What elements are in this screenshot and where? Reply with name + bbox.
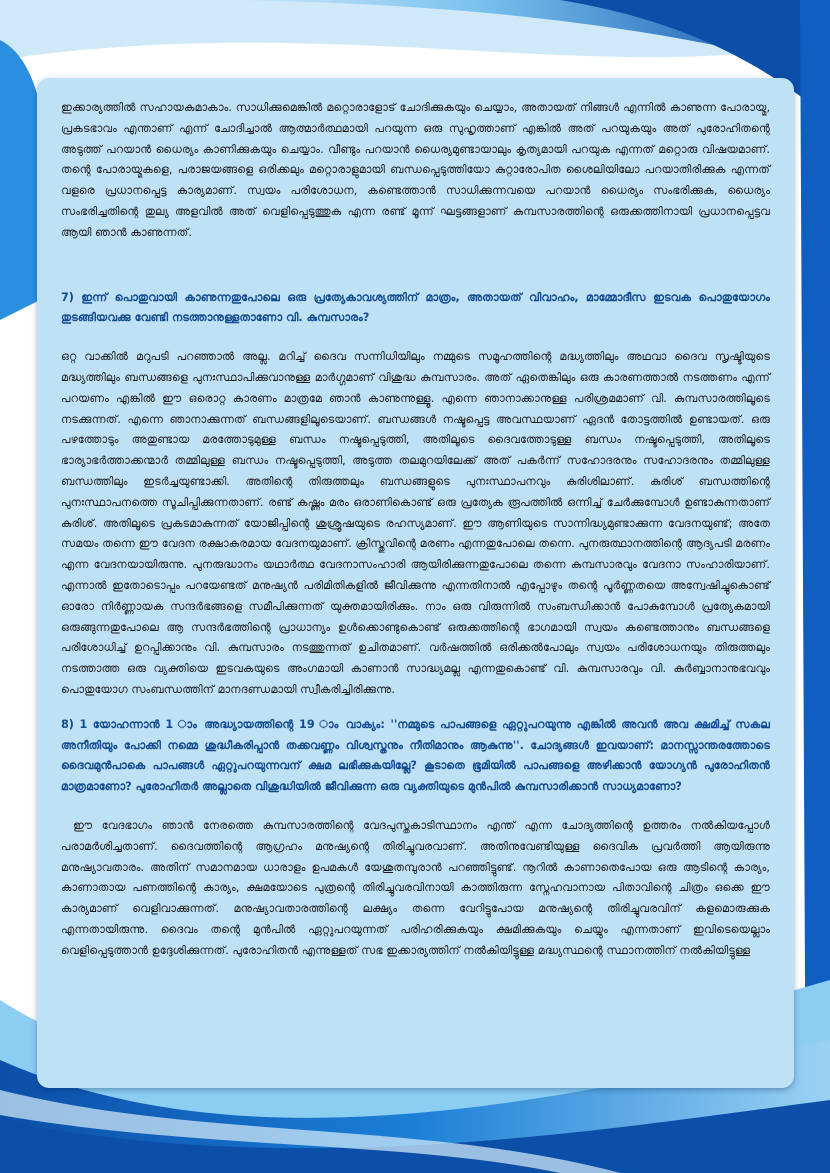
intro-paragraph: ഇക്കാര്യത്തിൽ സഹായകമാകാം. സാധിക്കുമെങ്കിൽ മറ്റൊരാളോട് ചോദിക്കുകയും ചെയ്യാം, അതായത് നിങ്ങൾ എന്നിൽ കാണുന്ന പോരായ്മ, പ്രകടഭാവം എന്താണ് എന്ന് ചോദിച്ചാൽ ആത്മാർത്ഥമായി പറയുന്ന ഒരു സുഹൃത്താണ് എങ്കിൽ അത് പറയുകയും അത് പുരോഹിതന്റെ അടുത്ത് പറയാൻ ധൈര്യം കാണിക്കുകയും ചെയ്യാം. വീണ്ടും പറയാൻ ധൈര്യമുണ്ടായാലും കൃത്യമായി പറയുക എന്നത് മറ്റൊരു വിഷയമാണ്. തന്റെ പോരായ്മകളെ, പരാജയങ്ങളെ ഒരിക്കലും മറ്റൊരാളുമായി ബന്ധപ്പെടുത്തിയോ കുറ്റാരോപിത ശൈലിയിലോ പറയാതിരിക്കുക എന്നത് വളരെ പ്രധാനപ്പെട്ട കാര്യമാണ്. സ്വയം പരിശോധന, കണ്ടെത്താൻ സാധിക്കുന്നവയെ പറയാൻ ധൈര്യം സംഭരിക്കുക, ധൈര്യം സംഭരിച്ചതിന്റെ തുല്യ അളവിൽ അത് വെളിപ്പെടുത്തുക എന്ന രണ്ട് മൂന്ന് ഘട്ടങ്ങളാണ് കുമ്പസാരത്തിന്റെ ഒരുക്കത്തിനായി പ്രധാനപ്പെട്ടവ ആയി ഞാൻ കാണുന്നത്.: [61, 101, 770, 239]
content-panel: [37, 78, 794, 1088]
answer-8: ഈ വേദഭാഗം ഞാൻ നേരത്തെ കുമ്പസാരത്തിന്റെ വേദപുസ്തകാടിസ്ഥാനം എന്ത് എന്ന ചോദ്യത്തിന്റെ ഉത്തരം നൽകിയപ്പോൾ പരാമർശിച്ചതാണ്. ദൈവത്തിന്റെ ആഗ്രഹം മനുഷ്യന്റെ തിരിച്ചുവരവാണ്. അതിനുവേണ്ടിയുള്ള ദൈവിക പ്രവർത്തി ആയിരുന്നു മനുഷ്യാവതാരം. അതിന് സമാനമായ ധാരാളം ഉപമകൾ യേശുതമ്പുരാൻ പറഞ്ഞിട്ടുണ്ട്. നൂറിൽ കാണാതെപോയ ഒരു ആടിന്റെ കാര്യം, കാണാതായ പണത്തിന്റെ കാര്യം, ക്ഷമയോടെ പുത്രന്റെ തിരിച്ചുവരവിനായി കാത്തിരുന്ന സ്നേഹവാനായ പിതാവിന്റെ ചിത്രം ഒക്കെ ഈ കാര്യമാണ് വെളിവാക്കുന്നത്. മനുഷ്യാവതാരത്തിന്റെ ലക്ഷ്യം തന്നെ വേറിട്ടുപോയ മനുഷ്യന്റെ തിരിച്ചുവരവിന് കളമൊരുക്കുക എന്നതായിരുന്നു. ദൈവം തന്റെ മുൻപിൽ ഏറ്റുപറയുന്നത് പരിഹരിക്കുകയും ക്ഷമിക്കുകയും ചെയ്യും എന്നതാണ് ഇവിടെയെല്ലാം വെളിപ്പെടുത്താൻ ഉദ്ദേശിക്കുന്നത്. പുരോഹിതൻ എന്നുള്ളത് സഭ ഇക്കാര്യത്തിന് നൽകിയിട്ടുള്ള മദ്ധ്യസ്ഥന്റെ സ്ഥാനത്തിന് നൽകിയിട്ടുള്ള: [61, 818, 770, 957]
question-8: 8) 1 യോഹന്നാൻ 1 ാം അദ്ധ്യായത്തിന്റെ 19 ാം വാക്യം: ''നമ്മുടെ പാപങ്ങളെ ഏറ്റുപറയുന്നു എങ്കിൽ അവൻ അവ ക്ഷമിച്ച് സകല അനീതിയും പോക്കി നമ്മെ ശുദ്ധീകരിപ്പാൻ തക്കവണ്ണം വിശ്വസ്തനും നീതിമാനും ആകുന്നു''. ചോദ്യങ്ങൾ ഇവയാണ്: മാനസ്സാന്തരത്തോടെ ദൈവമുൻപാകെ പാപങ്ങൾ ഏറ്റുപറയുന്നവന് ക്ഷമ ലഭിക്കുകയില്ലേ? കൂടാതെ ഭൂമിയിൽ പാപങ്ങളെ അഴിക്കാൻ യോഗ്യൻ പുരോഹിതൻ മാത്രമാണോ? പുരോഹിതർ അല്ലാതെ വിശുദ്ധിയിൽ ജീവിക്കുന്ന ഒരു വ്യക്തിയുടെ മുൻപിൽ കുമ്പസാരിക്കാൻ സാധ്യമാണോ?: [61, 717, 770, 794]
question-7: 7) ഇന്ന് പൊതുവായി കാണുന്നതുപോലെ ഒരു പ്രത്യേകാവശ്യത്തിന് മാത്രം, അതായത് വിവാഹം, മാമ്മോദീസ ഇടവക പൊതുയോഗം തുടങ്ങിയവക്കു വേണ്ടി നടത്താനുള്ളതാണോ വി. കുമ്പസാരം?: [61, 290, 770, 325]
answer-7: ഒറ്റ വാക്കിൽ മറുപടി പറഞ്ഞാൽ അല്ല. മറിച്ച് ദൈവ സന്നിധിയിലും നമ്മുടെ സമൂഹത്തിന്റെ മദ്ധ്യത്തിലും അഥവാ ദൈവ സൃഷ്ടിയുടെ മദ്ധ്യത്തിലും ബന്ധങ്ങളെ പുനഃസ്ഥാപിക്കുവാനുള്ള മാർഗ്ഗമാണ് വിശുദ്ധ കുമ്പസാരം. അത് ഏതെങ്കിലും ഒരു കാരണത്താൽ നടത്തണം എന്ന് പറയണം എങ്കിൽ ഈ ഒരൊറ്റ കാരണം മാത്രമേ ഞാൻ കാണുന്നുള്ളൂ. എന്നെ ഞാനാക്കാനുള്ള പരിശ്രമമാണ് വി. കുമ്പസാരത്തിലൂടെ നടക്കുന്നത്. എന്നെ ഞാനാക്കുന്നത് ബന്ധങ്ങളിലൂടെയാണ്. ബന്ധങ്ങൾ നഷ്ടപ്പെട്ട അവസ്ഥയാണ് ഏദൻ തോട്ടത്തിൽ ഉണ്ടായത്. ഒരു പഴത്തോടും അതുണ്ടായ മരത്തോടുമുള്ള ബന്ധം നഷ്ടപ്പെടുത്തി, അതിലൂടെ ദൈവത്തോടുള്ള ബന്ധം നഷ്ടപ്പെടുത്തി, അതിലൂടെ ഭാര്യാഭർത്താക്കന്മാർ തമ്മിലുള്ള ബന്ധം നഷ്ടപ്പെടുത്തി, അടുത്ത തലമുറയിലേക്ക് അത് പകർന്ന് സഹോദരനും സഹോദരനും തമ്മിലുള്ള ബന്ധത്തിലും ഇടർച്ചയുണ്ടാക്കി. അതിന്റെ തിരുത്തലും ബന്ധങ്ങളുടെ പുനഃസ്ഥാപനവും കുരിശിലാണ്. കുരിശ് ബന്ധത്തിന്റെ പുനഃസ്ഥാപനത്തെ സൂചിപ്പിക്കുന്നതാണ്. രണ്ട് കഷ്ണം മരം ഒരാണികൊണ്ട് ഒരു പ്രത്യേക രൂപത്തിൽ ഒന്നിച്ച് ചേർക്കുമ്പോൾ ഉണ്ടാകുന്നതാണ് കുരിശ്. അതിലൂടെ പ്രകടമാകുന്നത് യോജിപ്പിന്റെ ശുശ്രൂഷയുടെ രഹസ്യമാണ്. ഈ ആണിയുടെ സാന്നിദ്ധ്യമുണ്ടാക്കുന്ന വേദനയുണ്ട്; അതേ സമയം തന്നെ ഈ വേദന രക്ഷാകരമായ വേദനയുമാണ്. ക്രിസ്തുവിന്റെ മരണം എന്നതുപോലെ തന്നെ. പുനരുത്ഥാനത്തിന്റെ ആദ്യപടി മരണം എന്ന വേദനയായിരുന്നു. പുനരുദ്ധാനം യഥാർത്ഥ വേദനാസംഹാരി ആയിരിക്കുന്നതുപോലെ തന്നെ കുമ്പസാരവും വേദനാ സംഹാരിയാണ്. എന്നാൽ ഇതോടൊപ്പം പറയേണ്ടത് മനുഷ്യൻ പരിമിതികളിൽ ജീവിക്കുന്നു എന്നതിനാൽ എപ്പോഴും തന്റെ പൂർണ്ണതയെ അന്വേഷിച്ചുകൊണ്ട് ഓരോ നിർണ്ണായക സന്ദർഭങ്ങളെ സമീപിക്കുന്നത് യുക്തമായിരിക്കും. നാം ഒരു വിരുന്നിൽ സംബന്ധിക്കാൻ പോകുമ്പോൾ പ്രത്യേകമായി ഒരുങ്ങുന്നതുപോലെ ആ സന്ദർഭത്തിന്റെ പ്രാധാന്യം ഉൾക്കൊണ്ടുകൊണ്ട് ഒരുക്കത്തിന്റെ ഭാഗമായി സ്വയം കണ്ടെത്താനും ബന്ധങ്ങളെ പരിശോധിച്ച് ഉറപ്പിക്കാനും വി. കുമ്പസാരം നടത്തുന്നത് ഉചിതമാണ്. വർഷത്തിൽ ഒരിക്കൽപോലും സ്വയം പരിശോധനയും തിരുത്തലും നടത്താത്ത ഒരു വ്യക്തിയെ ഇടവകയുടെ അംഗമായി കാണാൻ സാദ്ധ്യമല്ല എന്നതുകൊണ്ട് വി. കുമ്പസാരവും വി. കുർബ്ബാനാനുഭവവും പൊതുയോഗ സംബന്ധത്തിന് മാനദണ്ഡമായി സ്വീകരിച്ചിരിക്കുന്നു.: [61, 350, 770, 696]
